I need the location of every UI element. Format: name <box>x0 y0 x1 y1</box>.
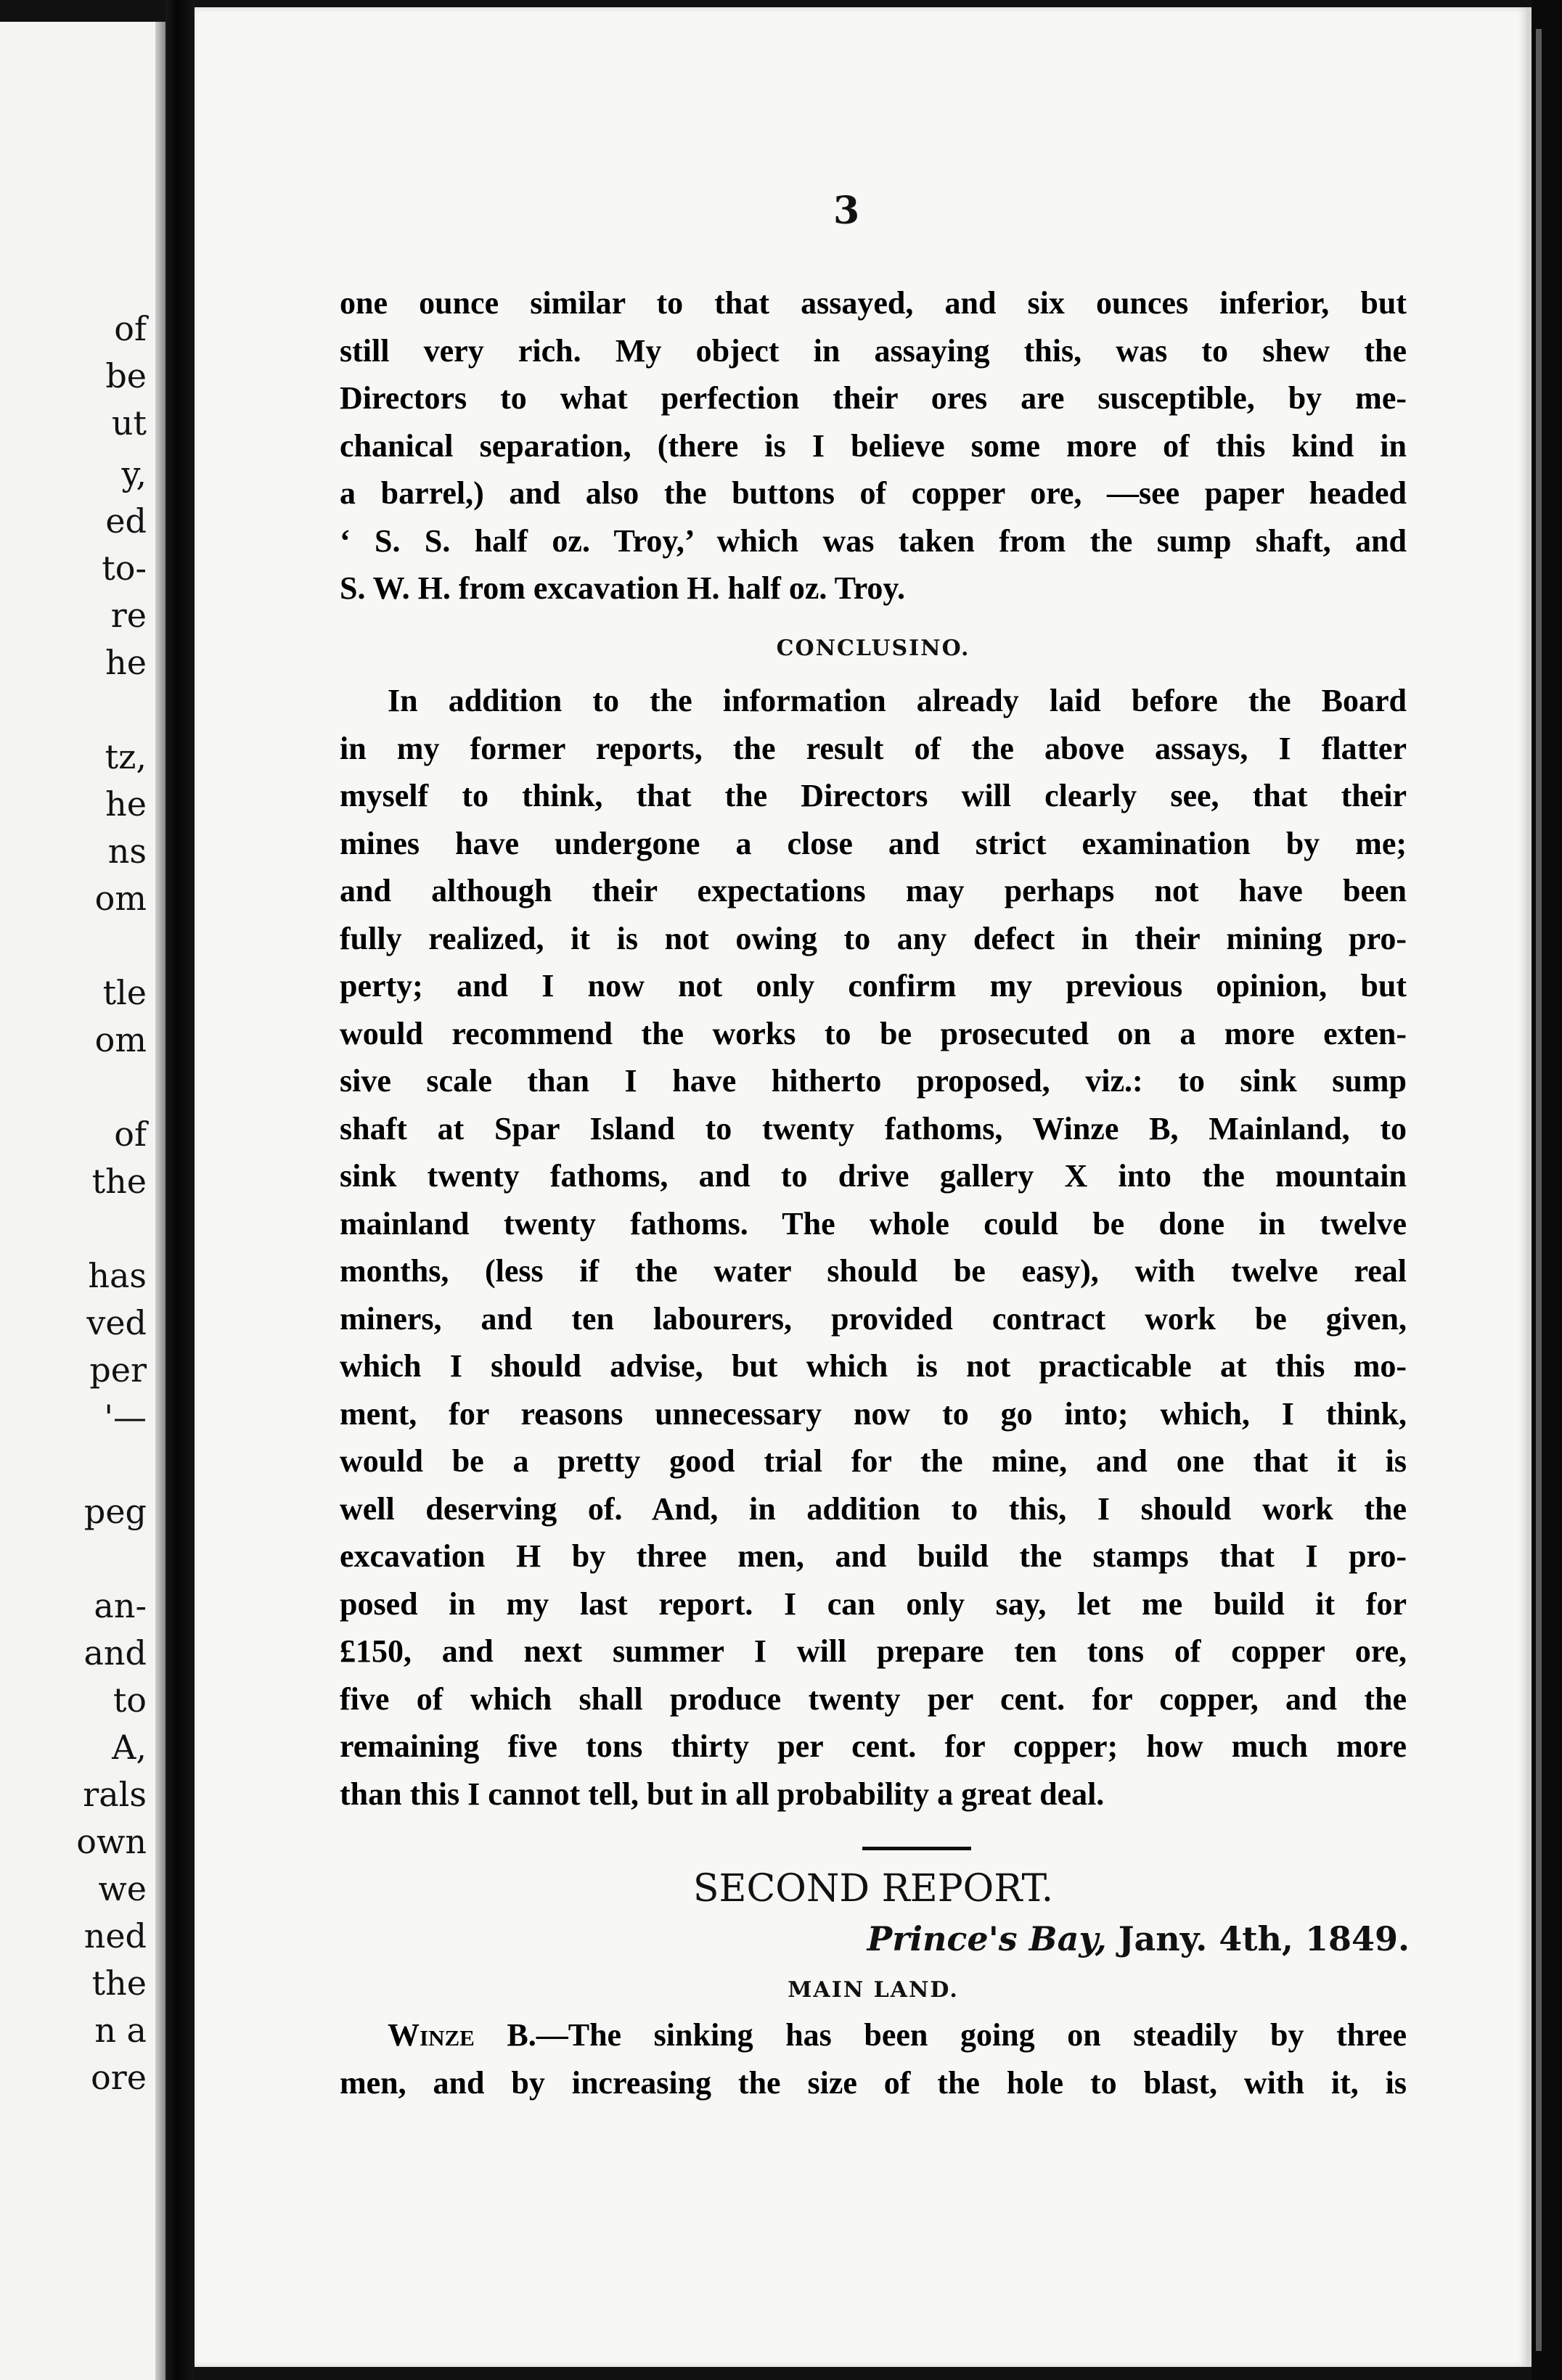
text-line: In addition to the information already laid before the Board <box>388 683 1407 718</box>
text-line: a barrel,) and also the buttons of copper ore, —see paper headed <box>340 475 1407 511</box>
text-line: five of which shall produce twenty per cent. for copper, and the <box>340 1681 1407 1717</box>
text-line: in my former reports, the result of the above assays, I flatter <box>340 730 1407 766</box>
left-page-fragment: n a <box>94 2011 147 2050</box>
text-line: perty; and I now not only confirm my previous opinion, but <box>340 968 1407 1004</box>
text-line: £150, and next summer I will prepare ten tons of copper ore, <box>340 1633 1407 1669</box>
text-line: sive scale than I have hitherto proposed, viz.: to sink sump <box>340 1063 1407 1099</box>
left-page-fragment: tz, <box>105 737 147 776</box>
left-page-fragment: to <box>113 1681 147 1720</box>
left-page-fragment: of <box>114 1115 147 1154</box>
text-line-rest: —The sinking has been going on steadily by three <box>536 2017 1407 2053</box>
page-number: 3 <box>833 189 860 233</box>
left-page-fragment: A, <box>112 1728 147 1767</box>
text-line: ment, for reasons unnecessary now to go into; which, I think, <box>340 1395 1407 1432</box>
left-page-fragment: to- <box>102 549 147 588</box>
left-page-fragment: y, <box>121 454 147 493</box>
left-page-fragment: and <box>83 1633 147 1673</box>
left-page-fragment: the <box>91 1162 147 1201</box>
left-page-fragment: tle <box>102 973 147 1012</box>
right-edge-shadow <box>1536 29 1542 2351</box>
report-title: SECOND REPORT. <box>692 1867 1054 1911</box>
text-line: chanical separation, (there is I believe some more of this kind in <box>340 427 1407 464</box>
left-page-fragment: an- <box>94 1586 147 1625</box>
left-page-fragment: rals <box>83 1775 147 1814</box>
left-page-fragment: peg <box>83 1492 147 1531</box>
main-page <box>195 7 1532 2367</box>
text-line: S. W. H. from excavation H. half oz. Troy. <box>340 570 906 606</box>
text-line: which I should advise, but which is not practicable at this mo- <box>340 1348 1407 1384</box>
text-line: mainland twenty fathoms. The whole could be done in twelve <box>340 1205 1407 1242</box>
left-page-fragment: om <box>94 879 147 918</box>
left-page-fragment: of <box>114 309 147 348</box>
left-page-fragment: '— <box>104 1398 147 1437</box>
text-line: months, (less if the water should be easy), with twelve real <box>340 1253 1407 1289</box>
left-page-edge <box>0 22 165 2380</box>
text-line: mines have undergone a close and strict examination by me; <box>340 825 1407 861</box>
paragraph-conclusion <box>340 677 1407 1818</box>
paragraph-assay <box>340 279 1407 612</box>
text-line: one ounce similar to that assayed, and six ounces inferior, but <box>340 285 1407 321</box>
text-line: remaining five tons thirty per cent. for copper; how much more <box>340 1728 1407 1764</box>
left-page-fragment: the <box>91 1964 147 2003</box>
left-page-fragment: per <box>89 1350 147 1390</box>
text-line: and although their expectations may perhaps not have been <box>340 873 1407 908</box>
left-page-gutter <box>155 22 165 2380</box>
left-page-fragment: ut <box>111 403 147 443</box>
left-page-fragment: has <box>88 1256 147 1295</box>
section-heading-conclusion: CONCLUSINO. <box>776 636 970 661</box>
winze-label: Winze B. <box>388 2017 536 2053</box>
text-line: would be a pretty good trial for the mine, and one that it is <box>340 1443 1407 1479</box>
text-line: well deserving of. And, in addition to this, I should work the <box>340 1490 1407 1527</box>
text-line: still very rich. My object in assaying this, was to shew the <box>340 332 1407 369</box>
left-page-fragment: he <box>105 643 147 682</box>
left-page-fragment: ns <box>107 832 147 871</box>
left-page-fragment: ore <box>91 2058 147 2097</box>
left-page-fragment: he <box>105 784 147 824</box>
left-page-fragment: we <box>98 1869 147 1908</box>
left-page-fragment: re <box>110 596 147 635</box>
left-page-fragment: ved <box>86 1303 147 1342</box>
dateline-date: Jany. 4th, 1849. <box>1118 1919 1410 1958</box>
text-line: ‘ S. S. half oz. Troy,’ which was taken from the sump shaft, and <box>340 522 1407 559</box>
section-heading-mainland: MAIN LAND. <box>788 1977 959 2003</box>
text-line: miners, and ten labourers, provided contract work be given, <box>340 1300 1407 1337</box>
section-rule <box>862 1847 971 1850</box>
dateline <box>867 1919 1410 1958</box>
left-page-fragment: ned <box>83 1916 147 1956</box>
text-line: posed in my last report. I can only say, let me build it for <box>340 1585 1407 1622</box>
text-line: fully realized, it is not owing to any defect in their mining pro- <box>340 920 1407 956</box>
paragraph-winze-b <box>340 2011 1407 2106</box>
text-line <box>340 2011 1407 2059</box>
text-line: excavation H by three men, and build the stamps that I pro- <box>340 1538 1407 1574</box>
dateline-place: Prince's Bay, <box>867 1919 1107 1958</box>
left-page-fragment: om <box>94 1020 147 1059</box>
text-line: than this I cannot tell, but in all probability a great deal. <box>340 1776 1105 1812</box>
binding-divider <box>165 0 195 2380</box>
right-page-edge <box>1532 0 1562 2380</box>
left-page-fragment: be <box>105 356 147 395</box>
left-page-fragment: own <box>76 1822 147 1861</box>
text-line: sink twenty fathoms, and to drive gallery X into the mountain <box>340 1158 1407 1194</box>
text-line: Directors to what perfection their ores are susceptible, by me- <box>340 380 1407 416</box>
left-page-fragment: ed <box>105 501 147 541</box>
text-line: men, and by increasing the size of the hole to blast, with it, is <box>340 2064 1407 2101</box>
text-line: would recommend the works to be prosecuted on a more exten- <box>340 1015 1407 1051</box>
text-line: myself to think, that the Directors will clearly see, that their <box>340 778 1407 813</box>
text-line: shaft at Spar Island to twenty fathoms, Winze B, Mainland, to <box>340 1110 1407 1146</box>
